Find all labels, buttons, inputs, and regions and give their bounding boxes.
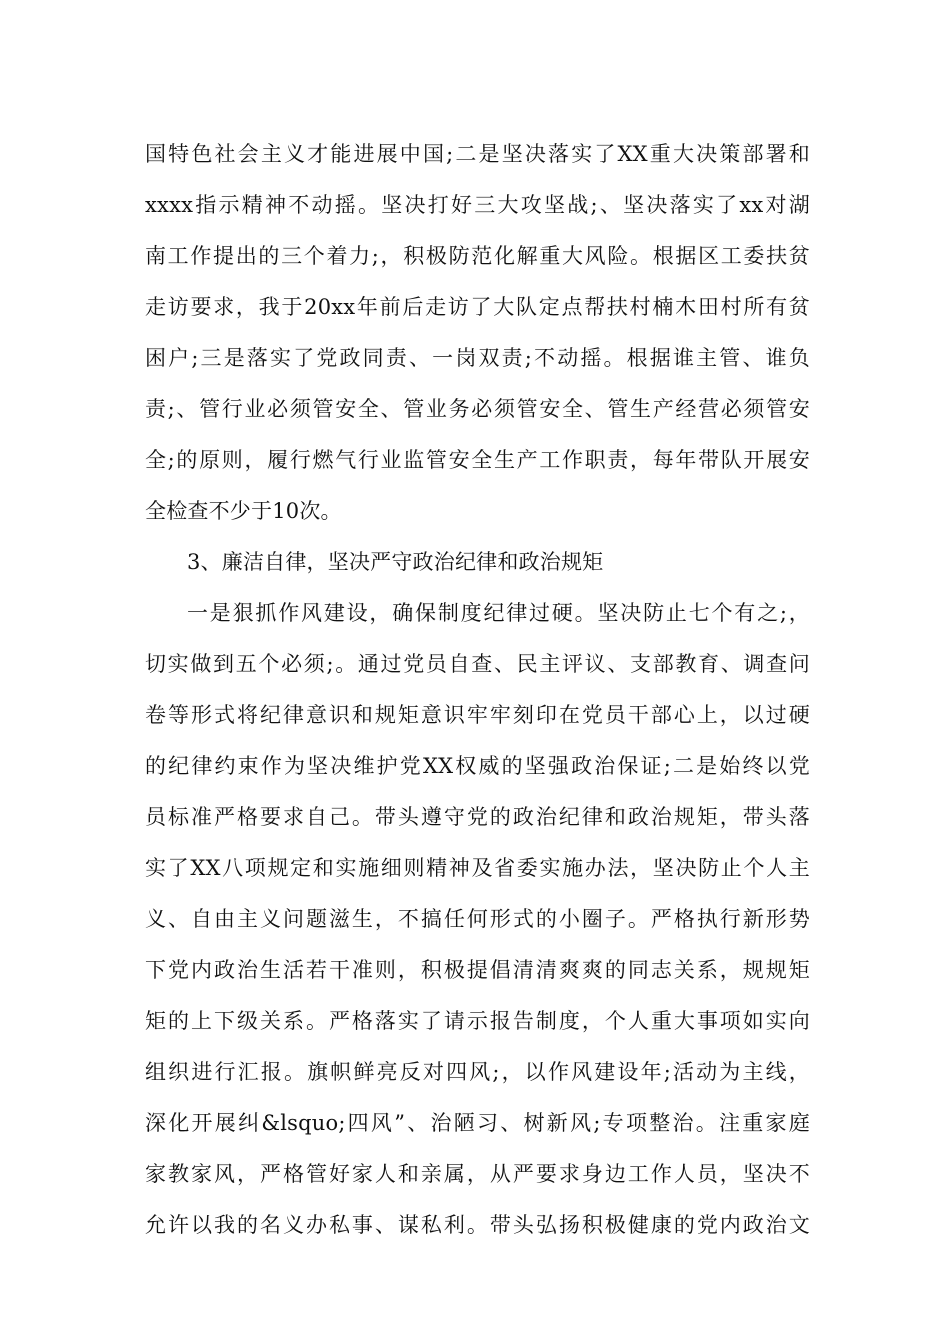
text-line: 义、自由主义问题滋生，不搞任何形式的小圈子。严格执行新形势 — [145, 907, 810, 931]
text-line: 下党内政治生活若干准则，积极提倡清清爽爽的同志关系，规规矩 — [145, 958, 810, 982]
text-line: 全检查不少于10次。 — [145, 499, 342, 523]
text-line: 切实做到五个必须;。通过党员自查、民主评议、支部教育、调查问 — [145, 652, 810, 676]
text-line: 实了XX八项规定和实施细则精神及省委实施办法，坚决防止个人主 — [145, 856, 810, 880]
text-line: 矩的上下级关系。严格落实了请示报告制度，个人重大事项如实向 — [145, 1009, 810, 1033]
text-line: 一是狠抓作风建设，确保制度纪律过硬。坚决防止七个有之;， — [187, 601, 810, 625]
text-line: 困户;三是落实了党政同责、一岗双责;不动摇。根据谁主管、谁负 — [145, 346, 810, 370]
text-line: 国特色社会主义才能进展中国;二是坚决落实了XX重大决策部署和 — [145, 142, 810, 166]
text-line: 卷等形式将纪律意识和规矩意识牢牢刻印在党员干部心上，以过硬 — [145, 703, 810, 727]
text-line: 全;的原则，履行燃气行业监管安全生产工作职责，每年带队开展安 — [145, 448, 810, 472]
text-line: 员标准严格要求自己。带头遵守党的政治纪律和政治规矩，带头落 — [145, 805, 810, 829]
text-line: 走访要求，我于20xx年前后走访了大队定点帮扶村楠木田村所有贫 — [145, 295, 810, 319]
text-line: 深化开展纠&lsquo;四风”、治陋习、树新风;专项整治。注重家庭 — [145, 1111, 810, 1135]
section-heading: 3、廉洁自律，坚决严守政治纪律和政治规矩 — [187, 550, 604, 574]
text-line: 允许以我的名义办私事、谋私利。带头弘扬积极健康的党内政治文 — [145, 1213, 810, 1237]
text-line: 家教家风，严格管好家人和亲属，从严要求身边工作人员，坚决不 — [145, 1162, 810, 1186]
text-line: 南工作提出的三个着力;，积极防范化解重大风险。根据区工委扶贫 — [145, 244, 810, 268]
text-line: 责;、管行业必须管安全、管业务必须管安全、管生产经营必须管安 — [145, 397, 810, 421]
text-line: 的纪律约束作为坚决维护党XX权威的坚强政治保证;二是始终以党 — [145, 754, 810, 778]
text-line: xxxx指示精神不动摇。坚决打好三大攻坚战;、坚决落实了xx对湖 — [145, 193, 810, 217]
text-line: 组织进行汇报。旗帜鲜亮反对四风;，以作风建设年;活动为主线， — [145, 1060, 810, 1084]
